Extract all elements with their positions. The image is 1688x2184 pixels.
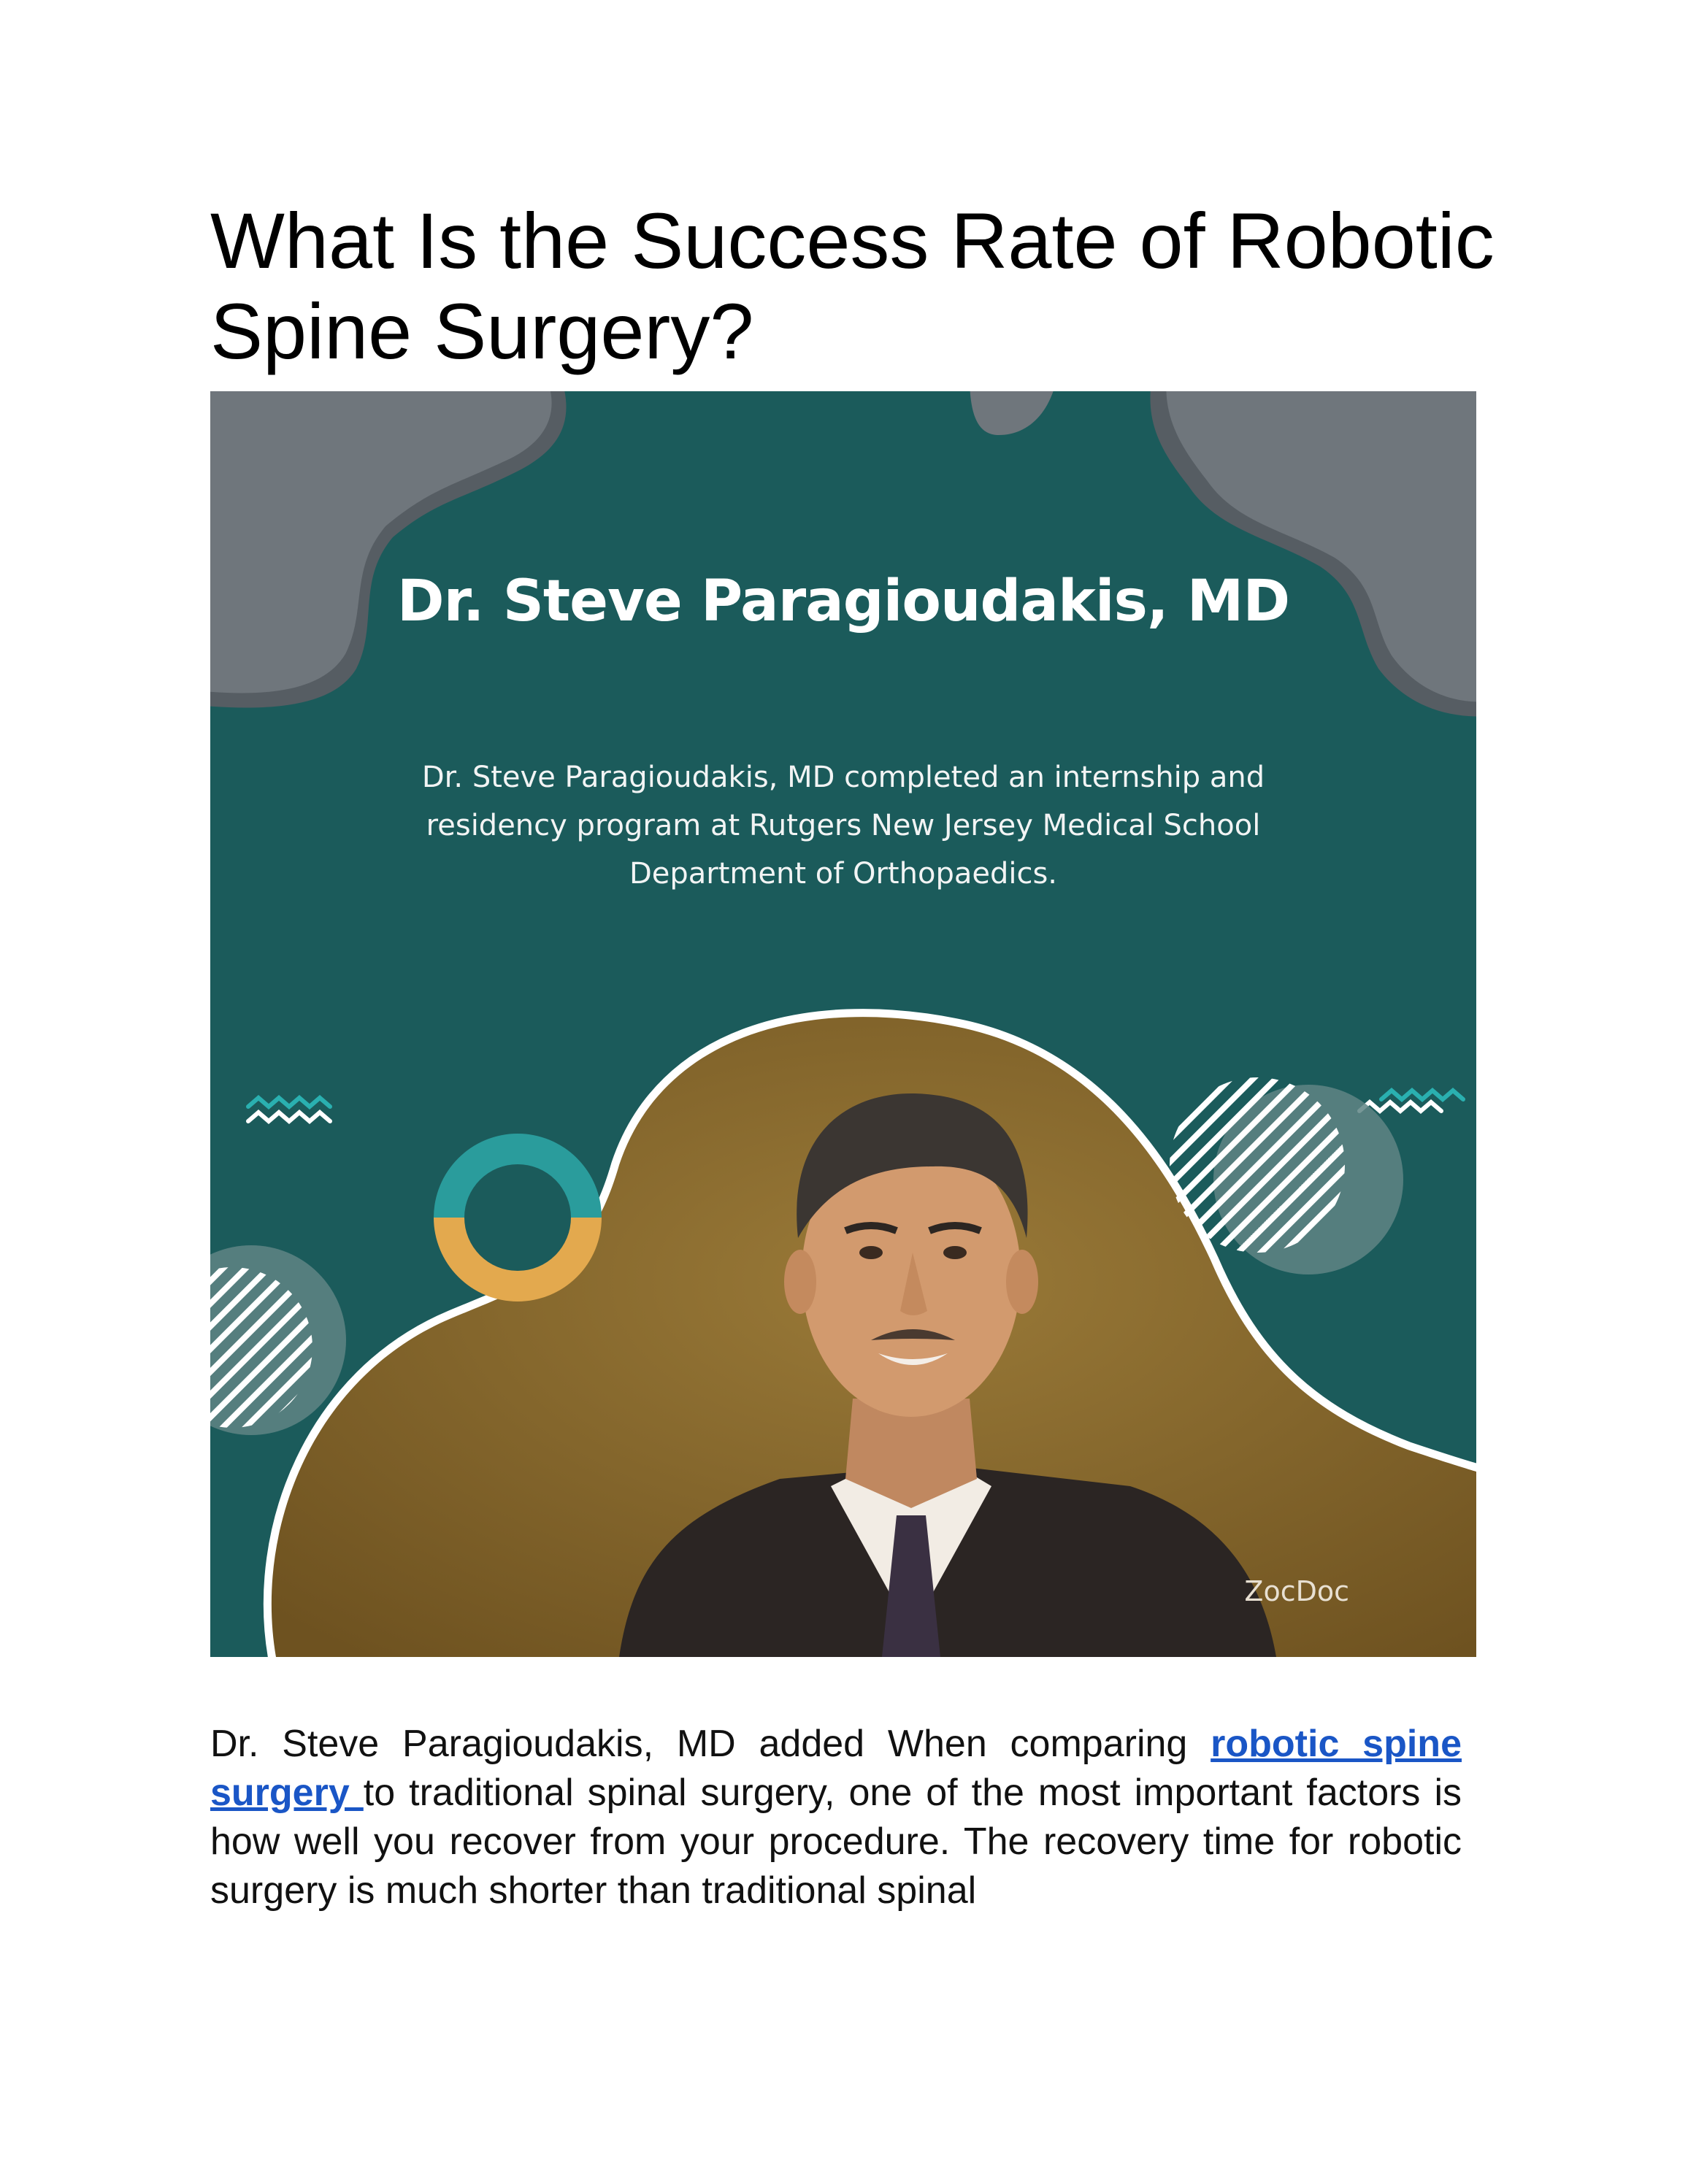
robotic-spine-surgery-link[interactable]: robotic spine surgery (210, 1723, 1462, 1814)
striped-circle-right (1170, 1077, 1345, 1253)
zocdoc-watermark: ZocDoc (1244, 1575, 1349, 1607)
two-tone-ring-icon (434, 1134, 602, 1301)
zigzag-right-icon (1359, 1091, 1463, 1111)
zigzag-left-icon (248, 1098, 330, 1121)
banner-heading: Dr. Steve Paragioudakis, MD (396, 569, 1290, 634)
doctor-portrait-icon (210, 975, 1476, 1657)
paragraph-intro: Dr. Steve Paragioudakis, MD added When comparing (210, 1723, 1211, 1765)
paragraph-rest: to traditional spinal surgery, one of the most important factors is how well you recover from your procedure. The recovery time for robotic surgery is much shorter than traditional spinal (210, 1772, 1462, 1912)
gray-blob-left (210, 391, 567, 707)
doctor-banner-image (210, 391, 1476, 1657)
banner-caption: Dr. Steve Paragioudakis, MD completed an internship and residency program at Rutgers New Jersey Medical School Department of Orthopaedics. (421, 761, 1265, 891)
page-title: What Is the Success Rate of Robotic Spine Surgery? (210, 196, 1495, 375)
gray-blob-right (970, 391, 1476, 717)
article-paragraph (210, 1720, 1462, 1915)
